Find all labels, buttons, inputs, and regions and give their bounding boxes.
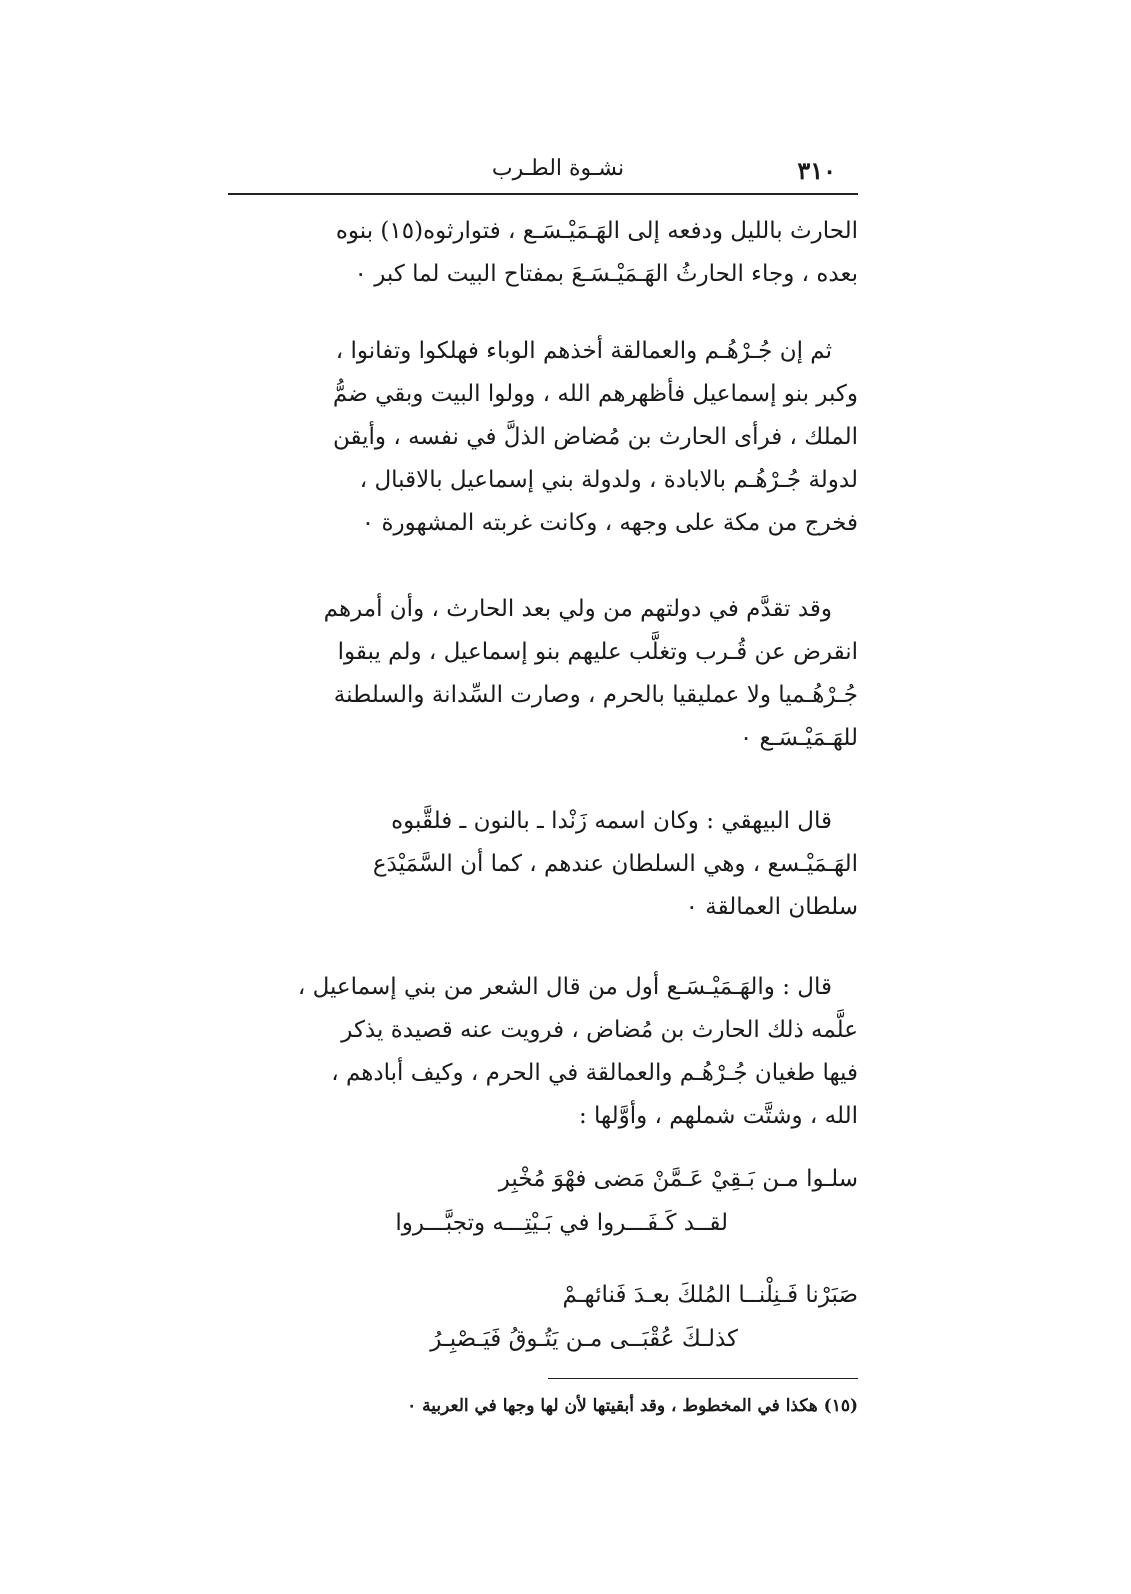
footnote-divider — [548, 1378, 858, 1379]
page-header — [228, 156, 858, 192]
text-line: لدولة جُـرْهُـم بالابادة ، ولدولة بني إسماعيل بالاقبال ، — [359, 467, 858, 493]
text-line: بعده ، وجاء الحارثُ الهَـمَيْـسَـعَ بمفتاح البيت لما كبر ٠ — [354, 261, 858, 287]
header-divider — [228, 193, 858, 195]
text-line: الحارث بالليل ودفعه إلى الهَـمَيْـسَـع ، فتوارثوه(١٥) بنوه — [335, 218, 858, 244]
paragraph-1 — [228, 210, 858, 296]
text-line: قال البيهقي : وكان اسمه زَنْدا ـ بالنون ـ فلقَّبوه — [391, 808, 832, 834]
text-line: سلطان العمالقة ٠ — [685, 894, 858, 920]
text-line: جُـرْهُـميا ولا عمليقيا بالحرم ، وصارت السِّدانة والسلطنة — [333, 682, 858, 708]
text-line: فيها طغيان جُـرْهُـم والعمالقة في الحرم ، وكيف أبادهم ، — [331, 1060, 858, 1086]
poem-line: كذلـكَ عُقْبَــى مـن يَتُـوقُ فَيَـصْبِـرُ — [430, 1326, 738, 1352]
running-title: نشـوة الطـرب — [491, 156, 625, 181]
paragraph-5 — [228, 966, 858, 1138]
text-line: فخرج من مكة على وجهه ، وكانت غربته المشهورة ٠ — [361, 510, 858, 536]
text-line: انقرض عن قُـرب وتغلَّب عليهم بنو إسماعيل ، ولم يبقوا — [337, 639, 858, 665]
paragraph-3 — [228, 588, 858, 760]
text-line: الهَـمَيْـسع ، وهي السلطان عندهم ، كما أن السَّمَيْدَع — [372, 851, 858, 877]
poem-line: لقــد كَـفَـــروا في بَـيْتِـــه وتجبَّـــروا — [395, 1210, 728, 1236]
poem-line: سلـوا مـن بَـقِيْ عَـمَّنْ مَضى فهْوَ مُخْبِر — [498, 1166, 858, 1192]
text-line: علَّمه ذلك الحارث بن مُضاض ، فرويت عنه قصيدة يذكر — [341, 1017, 858, 1043]
paragraph-4 — [228, 800, 858, 929]
text-line: قال : والهَـمَيْـسَـع أول من قال الشعر من بني إسماعيل ، — [297, 974, 832, 1000]
poem-line: صَبَرْنا فَـنِلْنــا المُلكَ بعـدَ فَنائهـمْ — [562, 1282, 858, 1308]
text-line: وقد تقدَّم في دولتهم من ولي بعد الحارث ، وأن أمرهم — [323, 596, 832, 622]
text-line: ثم إن جُـرْهُـم والعمالقة أخذهم الوباء فهلكوا وتفانوا ، — [335, 338, 832, 364]
text-line: الله ، وشتَّت شملهم ، وأوَّلها : — [578, 1103, 858, 1129]
text-line: الملك ، فرأى الحارث بن مُضاض الذلَّ في نفسه ، وأيقن — [332, 424, 858, 450]
page-number: ٣١٠ — [797, 156, 836, 185]
paragraph-2 — [228, 330, 858, 545]
text-line: للهَـمَيْـسَـع ٠ — [739, 725, 858, 751]
footnote: (١٥) هكذا في المخطوط ، وقد أبقيتها لأن لها وجها في العربية ٠ — [407, 1396, 858, 1416]
text-line: وكبر بنو إسماعيل فأظهرهم الله ، وولوا البيت وبقي ضمُّ — [332, 381, 858, 407]
